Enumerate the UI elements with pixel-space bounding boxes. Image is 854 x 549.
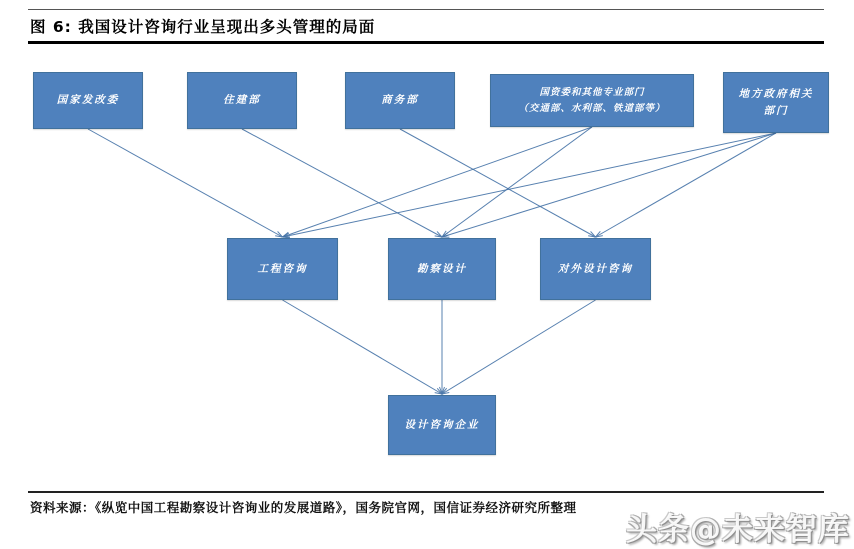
node-label: 国资委和其他专业部门 [539, 87, 645, 99]
node-label-line2: （交通部、水利部、铁道部等） [518, 102, 666, 114]
node-survey-design [388, 238, 496, 300]
footer-rule [28, 491, 824, 493]
node-foreign-design-consulting [540, 238, 651, 300]
node-label: 工程咨询 [257, 262, 308, 275]
source-note: 资料来源：《纵览中国工程勘察设计咨询业的发展道路》，国务院官网，国信证券经济研究所整理 [30, 500, 577, 515]
node-design-consulting-enterprise [388, 395, 496, 455]
node-label: 国家发改委 [56, 94, 120, 107]
watermark: 头条@未来智库 [626, 512, 850, 548]
figure-title: 图 6: 我国设计咨询行业呈现出多头管理的局面 [30, 18, 376, 36]
node-label: 对外设计咨询 [558, 262, 633, 275]
node-ndrc [33, 72, 143, 129]
node-label: 设计咨询企业 [404, 418, 480, 431]
node-label: 勘察设计 [417, 262, 467, 275]
node-local-government [723, 72, 829, 133]
node-mohurd [187, 72, 297, 129]
node-sasac-other-ministries [490, 74, 694, 127]
node-mofcom [345, 72, 455, 129]
node-label-line2: 部门 [763, 104, 789, 117]
node-label: 地方政府相关 [738, 88, 814, 101]
node-engineering-consulting [227, 238, 338, 300]
node-label: 住建部 [223, 94, 261, 107]
node-label: 商务部 [381, 94, 419, 107]
